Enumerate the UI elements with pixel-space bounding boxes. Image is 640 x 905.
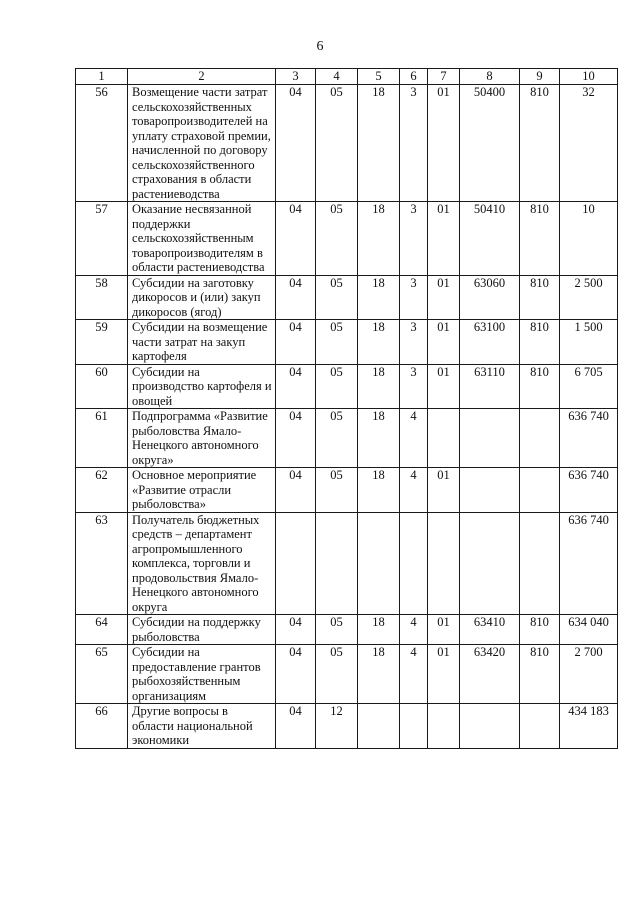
cell-subsection: 05 [316,85,358,202]
cell-program: 18 [358,409,400,468]
budget-table [75,68,618,749]
cell-expense-type: 810 [520,320,560,365]
table-header-row [76,69,618,85]
table-row [76,645,618,704]
row-name: Получатель бюджетных средств – департамент агропромышленного комплекса, торговли и продовольствия Ямало-Ненецкого автономного округа [128,512,276,615]
cell-subsection: 05 [316,275,358,320]
cell-subprogram: 4 [400,615,428,645]
column-header: 5 [358,69,400,85]
cell-subsection: 05 [316,615,358,645]
cell-measure [428,409,460,468]
cell-expense-type: 810 [520,645,560,704]
column-header: 7 [428,69,460,85]
cell-amount: 32 [560,85,618,202]
table-row [76,275,618,320]
cell-measure [428,704,460,749]
row-number: 59 [76,320,128,365]
cell-amount: 636 740 [560,468,618,513]
cell-subprogram: 3 [400,202,428,276]
cell-section: 04 [276,85,316,202]
column-header: 10 [560,69,618,85]
table-row [76,409,618,468]
cell-subprogram: 3 [400,275,428,320]
cell-subprogram: 3 [400,320,428,365]
cell-subsection: 05 [316,320,358,365]
row-name: Субсидии на предоставление грантов рыбохозяйственным организациям [128,645,276,704]
cell-program: 18 [358,364,400,409]
cell-measure: 01 [428,364,460,409]
row-number: 63 [76,512,128,615]
cell-subprogram: 3 [400,85,428,202]
cell-section: 04 [276,468,316,513]
cell-section [276,512,316,615]
cell-amount: 634 040 [560,615,618,645]
cell-measure: 01 [428,615,460,645]
cell-expense-type: 810 [520,202,560,276]
row-number: 66 [76,704,128,749]
row-name: Возмещение части затрат сельскохозяйственных товаропроизводителей на уплату страховой премии, начисленной по договору сельскохозяйственного страхования в области растениеводства [128,85,276,202]
cell-expense-type: 810 [520,85,560,202]
cell-subsection: 05 [316,645,358,704]
cell-direction [460,468,520,513]
cell-subprogram: 4 [400,468,428,513]
cell-subsection: 05 [316,468,358,513]
cell-section: 04 [276,202,316,276]
cell-program: 18 [358,645,400,704]
cell-section: 04 [276,645,316,704]
cell-expense-type: 810 [520,615,560,645]
page-number: 6 [316,39,324,54]
column-header: 9 [520,69,560,85]
cell-direction: 63410 [460,615,520,645]
cell-subsection: 12 [316,704,358,749]
cell-section: 04 [276,615,316,645]
table-row [76,320,618,365]
cell-expense-type [520,704,560,749]
column-header: 1 [76,69,128,85]
cell-section: 04 [276,364,316,409]
cell-section: 04 [276,275,316,320]
cell-section: 04 [276,320,316,365]
cell-direction: 63420 [460,645,520,704]
cell-expense-type [520,409,560,468]
cell-program: 18 [358,320,400,365]
table-row [76,704,618,749]
cell-program: 18 [358,85,400,202]
cell-measure: 01 [428,202,460,276]
cell-direction: 50410 [460,202,520,276]
cell-amount: 2 500 [560,275,618,320]
cell-measure: 01 [428,320,460,365]
row-number: 56 [76,85,128,202]
row-number: 57 [76,202,128,276]
cell-subsection: 05 [316,409,358,468]
cell-program: 18 [358,468,400,513]
cell-program [358,512,400,615]
cell-direction: 50400 [460,85,520,202]
row-name: Субсидии на производство картофеля и овощей [128,364,276,409]
cell-direction: 63100 [460,320,520,365]
cell-program [358,704,400,749]
cell-section: 04 [276,409,316,468]
row-name: Субсидии на возмещение части затрат на закуп картофеля [128,320,276,365]
row-name: Подпрограмма «Развитие рыболовства Ямало-Ненецкого автономного округа» [128,409,276,468]
cell-program: 18 [358,275,400,320]
row-number: 64 [76,615,128,645]
cell-expense-type [520,468,560,513]
row-number: 61 [76,409,128,468]
cell-subprogram: 3 [400,364,428,409]
cell-amount: 636 740 [560,512,618,615]
cell-measure: 01 [428,645,460,704]
cell-measure: 01 [428,468,460,513]
cell-expense-type: 810 [520,364,560,409]
cell-amount: 434 183 [560,704,618,749]
column-header: 2 [128,69,276,85]
cell-measure [428,512,460,615]
row-name: Оказание несвязанной поддержки сельскохозяйственным товаропроизводителям в области растениеводства [128,202,276,276]
cell-amount: 1 500 [560,320,618,365]
cell-subsection [316,512,358,615]
table-row [76,468,618,513]
cell-amount: 2 700 [560,645,618,704]
row-name: Субсидии на заготовку дикоросов и (или) закуп дикоросов (ягод) [128,275,276,320]
row-name: Субсидии на поддержку рыболовства [128,615,276,645]
row-name: Другие вопросы в области национальной экономики [128,704,276,749]
cell-expense-type [520,512,560,615]
cell-amount: 10 [560,202,618,276]
cell-amount: 636 740 [560,409,618,468]
table-row [76,364,618,409]
cell-direction: 63060 [460,275,520,320]
cell-section: 04 [276,704,316,749]
cell-subprogram [400,704,428,749]
table-row [76,85,618,202]
table-row [76,202,618,276]
cell-measure: 01 [428,275,460,320]
cell-direction [460,512,520,615]
cell-program: 18 [358,615,400,645]
cell-measure: 01 [428,85,460,202]
column-header: 4 [316,69,358,85]
cell-subprogram: 4 [400,409,428,468]
cell-subsection: 05 [316,202,358,276]
column-header: 6 [400,69,428,85]
cell-direction [460,409,520,468]
cell-expense-type: 810 [520,275,560,320]
cell-amount: 6 705 [560,364,618,409]
cell-program: 18 [358,202,400,276]
table-row [76,512,618,615]
cell-subsection: 05 [316,364,358,409]
cell-subprogram [400,512,428,615]
column-header: 3 [276,69,316,85]
row-name: Основное мероприятие «Развитие отрасли рыболовства» [128,468,276,513]
row-number: 58 [76,275,128,320]
row-number: 62 [76,468,128,513]
cell-direction: 63110 [460,364,520,409]
row-number: 65 [76,645,128,704]
cell-subprogram: 4 [400,645,428,704]
cell-direction [460,704,520,749]
column-header: 8 [460,69,520,85]
row-number: 60 [76,364,128,409]
table-row [76,615,618,645]
